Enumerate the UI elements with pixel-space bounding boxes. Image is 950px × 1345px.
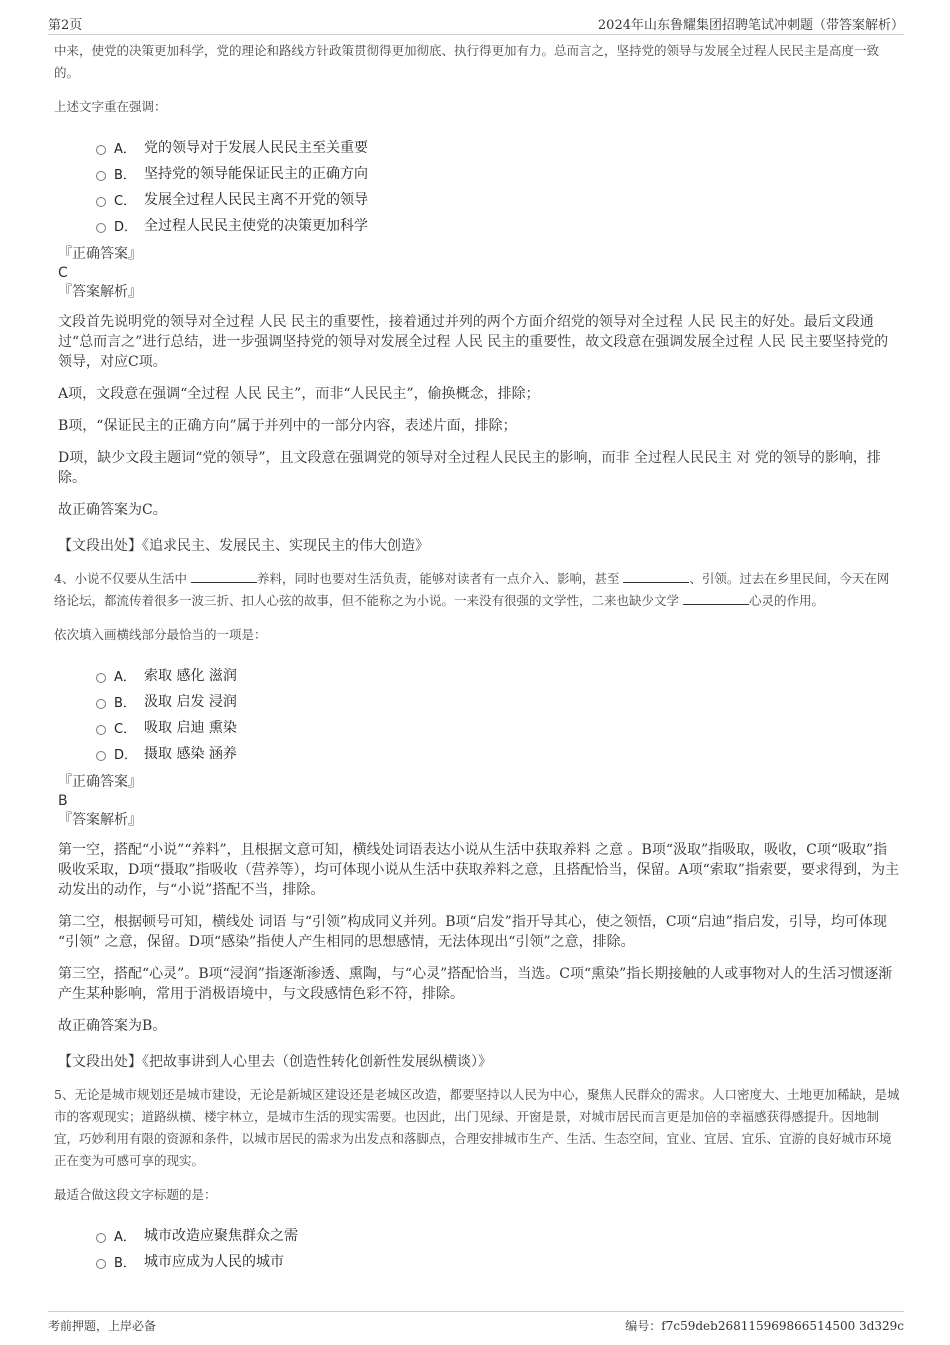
radio-icon[interactable] [96,223,106,233]
radio-icon[interactable] [96,197,106,207]
q5-option-b[interactable]: B． 城市应成为人民的城市 [96,1248,900,1274]
q4-option-a[interactable]: A． 索取 感化 滋润 [96,662,900,688]
q4-stem: 4、小说不仅要从生活中 养料，同时也要对生活负责，能够对读者有一点介入、影响，甚至 、引领。过去在乡里民间，今天在网络论坛，都流传着很多一波三折、扣人心弦的故事，但不能称之为小说。一来没有很强的文学性，二来也缺少文学 心灵的作用。 [54,571,890,608]
q3-option-a[interactable]: A． 党的领导对于发展人民民主至关重要 [96,134,900,160]
q4-answer: B [58,793,68,809]
q3-analysis-p3: B项，“保证民主的正确方向”属于并列中的一部分内容，表述片面，排除； [58,418,517,434]
radio-icon[interactable] [96,751,106,761]
q3-options [96,134,900,238]
q4-option-c[interactable]: C． 吸取 启迪 熏染 [96,714,900,740]
radio-icon[interactable] [96,145,106,155]
q4-analysis-p3: 第三空，搭配“心灵”。B项“浸润”指逐渐渗透、熏陶，与“心灵”搭配恰当，当选。C项“熏染”指长期接触的人或事物对人的生活习惯逐渐产生某种影响，常用于消极语境中，与文段感情色彩不符，排除。 [58,966,893,1002]
radio-icon[interactable] [96,699,106,709]
page-content [54,40,900,1274]
q4-options [96,662,900,766]
q4-option-d[interactable]: D． 摄取 感染 涵养 [96,740,900,766]
q3-analysis-label: 『答案解析』 [58,284,142,300]
q5-option-a[interactable]: A． 城市改造应聚焦群众之需 [96,1222,900,1248]
q3-stem-continuation: 中来，使党的决策更加科学，党的理论和路线方针政策贯彻得更加彻底、执行得更加有力。总而言之，坚持党的领导与发展全过程人民民主是高度一致的。 [54,43,880,80]
document-title: 2024年山东鲁耀集团招聘笔试冲刺题（带答案解析） [597,18,904,33]
q4-analysis-p2: 第二空，根据顿号可知，横线处 词语 与“引领”构成同义并列。B项“启发”指开导其心，使之领悟，C项“启迪”指启发，引导，均可体现 “引领” 之意，保留。D项“感染”指使人产生相同的思想感情，无法体现出“引领”之意，排除。 [58,914,887,950]
q5-options [96,1222,900,1274]
q3-prompt: 上述文字重在强调： [54,99,167,114]
radio-icon[interactable] [96,1259,106,1269]
q3-source: 【文段出处】《追求民主、发展民主、实现民主的伟大创造》 [58,538,429,554]
radio-icon[interactable] [96,171,106,181]
q3-option-b[interactable]: B． 坚持党的领导能保证民主的正确方向 [96,160,900,186]
q4-prompt: 依次填入画横线部分最恰当的一项是： [54,627,267,642]
footer-code: 编号：f7c59deb268115969866514500 3d329c [625,1319,904,1333]
q3-option-d[interactable]: D． 全过程人民民主使党的决策更加科学 [96,212,900,238]
q3-analysis-p5: 故正确答案为C。 [58,502,167,518]
footer-slogan: 考前押题，上岸必备 [48,1319,157,1333]
q3-analysis-p4: D项，缺少文段主题词“党的领导”，且文段意在强调党的领导对全过程人民民主的影响，而非 全过程人民民主 对 党的领导的影响，排除。 [58,450,881,486]
q4-source: 【文段出处】《把故事讲到人心里去（创造性转化创新性发展纵横谈）》 [58,1054,492,1070]
q3-analysis-p2: A项，文段意在强调“全过程 人民 民主”，而非“人民民主”，偷换概念，排除； [58,386,540,402]
q4-answer-label: 『正确答案』 [58,774,142,790]
page-footer [48,1311,904,1336]
q3-answer: C [58,265,68,281]
q4-analysis-p4: 故正确答案为B。 [58,1018,167,1034]
q4-analysis-label: 『答案解析』 [58,812,142,828]
fill-blank-3 [683,592,749,605]
q3-answer-label: 『正确答案』 [58,246,142,262]
q5-prompt: 最适合做这段文字标题的是： [54,1187,217,1202]
q3-analysis-p1: 文段首先说明党的领导对全过程 人民 民主的重要性，接着通过并列的两个方面介绍党的领导对全过程 人民 民主的好处。最后文段通过“总而言之”进行总结，进一步强调坚持党的领导对发展全过程 人民 民主的重要性，故文段意在强调发展全过程 人民 民主要坚持党的领导，对应C项。 [58,314,889,370]
q4-option-b[interactable]: B． 汲取 启发 浸润 [96,688,900,714]
radio-icon[interactable] [96,1233,106,1243]
radio-icon[interactable] [96,725,106,735]
q5-stem: 5、无论是城市规划还是城市建设，无论是新城区建设还是老城区改造，都要坚持以人民为中心，聚焦人民群众的需求。人口密度大、土地更加稀缺，是城市的客观现实；道路纵横、楼宇林立，是城市生活的现实需要。也因此，出门见绿、开窗是景，对城市居民而言更是加倍的幸福感获得感提升。因地制宜，巧妙利用有限的资源和条件，以城市居民的需求为出发点和落脚点，合理安排城市生产、生活、生态空间，宜业、宜居、宜乐、宜游的良好城市环境正在变为可感可享的现实。 [54,1087,900,1168]
page-header [48,12,904,35]
q3-option-c[interactable]: C． 发展全过程人民民主离不开党的领导 [96,186,900,212]
fill-blank-1 [191,570,257,583]
q4-analysis-p1: 第一空，搭配“小说”“养料”，且根据文意可知，横线处词语表达小说从生活中获取养料 之意 。B项“汲取”指吸取，吸收，C项“吸取”指吸收采取，D项“摄取”指吸收（营养等），均可体现小说从生活中获取养料之意，且搭配恰当，保留。A项“索取”指索要，要求得到，为主动发出的动作，与“小说”搭配不当，排除。 [58,842,899,898]
fill-blank-2 [623,570,689,583]
page-number: 第2页 [48,18,83,33]
radio-icon[interactable] [96,673,106,683]
